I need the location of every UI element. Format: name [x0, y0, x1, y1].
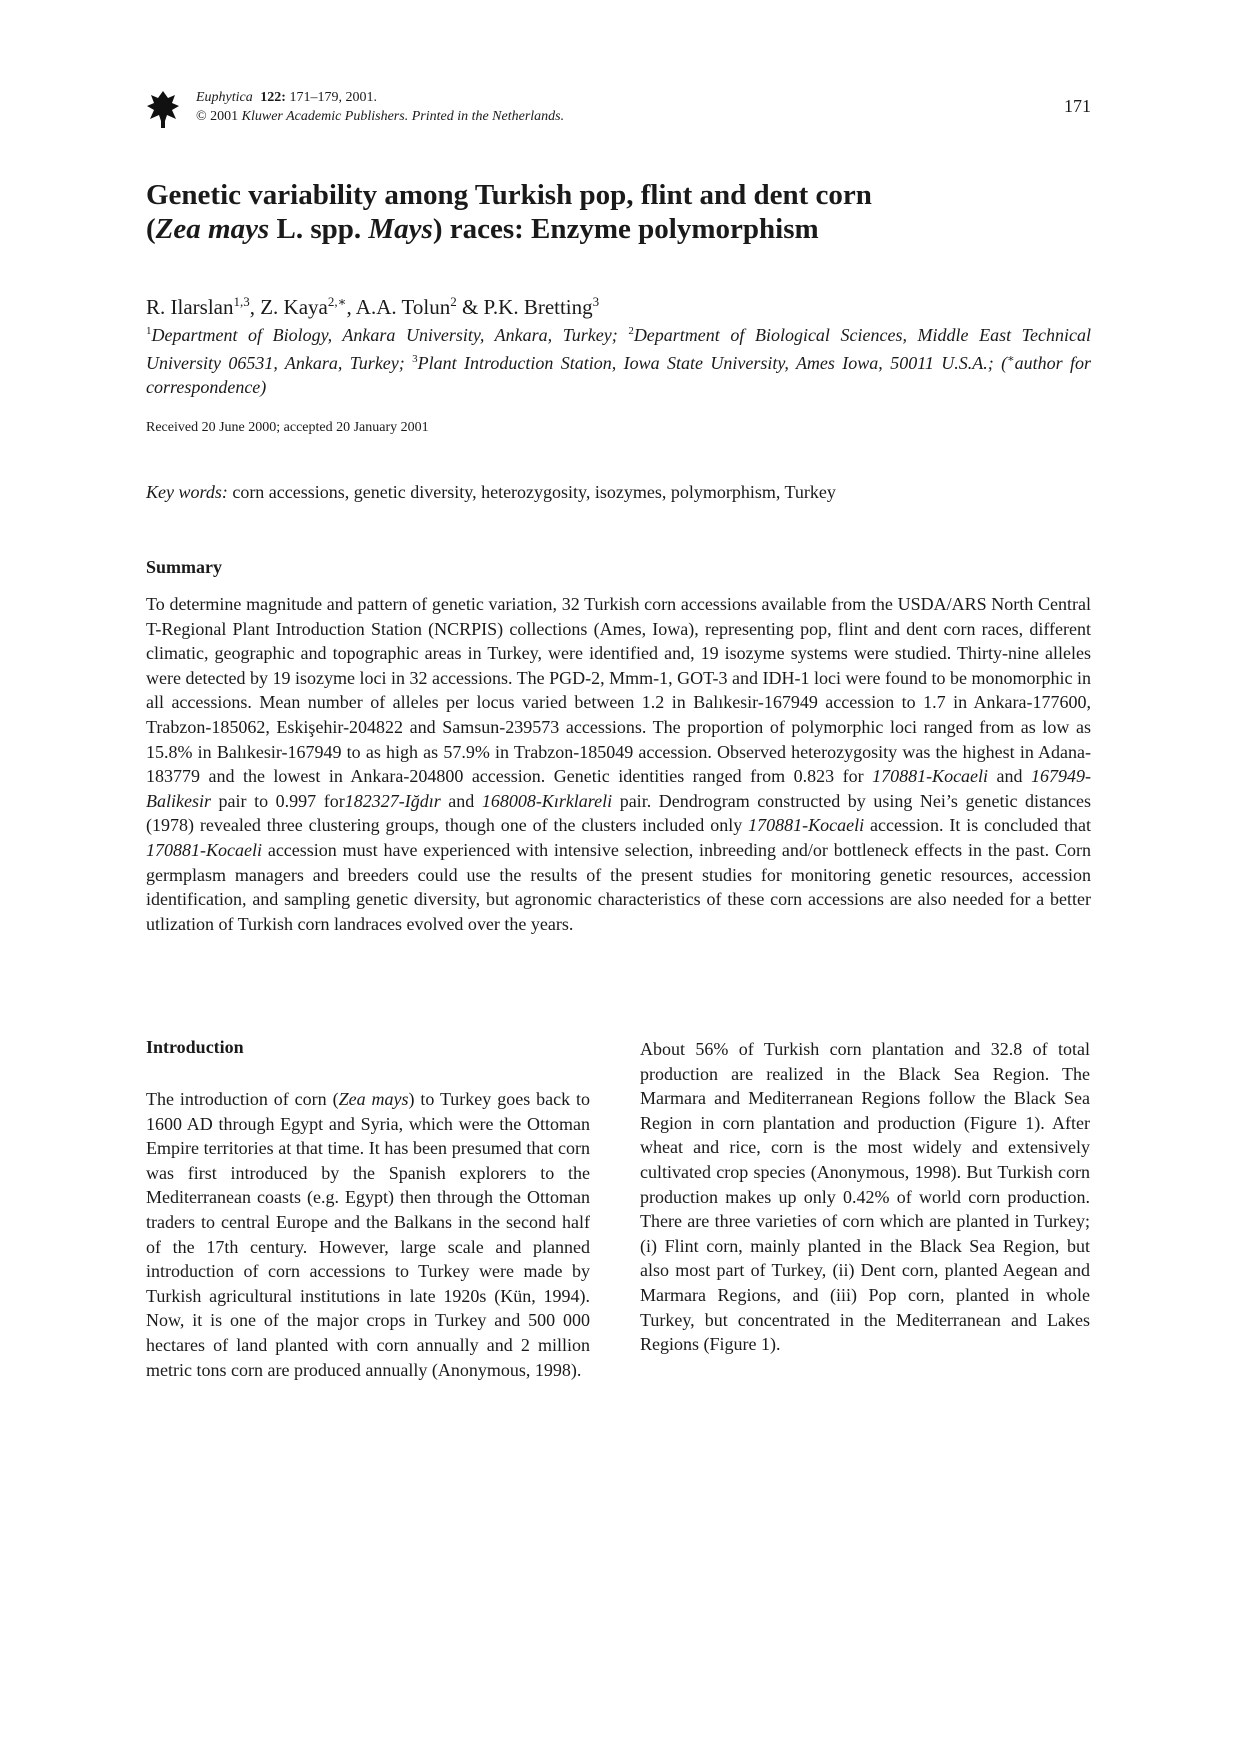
introduction-heading: Introduction [146, 1037, 244, 1057]
title-line-1: Genetic variability among Turkish pop, flint and dent corn [146, 179, 872, 211]
kluwer-tree-logo-icon [146, 89, 180, 129]
journal-volume: 122: [260, 90, 286, 105]
journal-name: Euphytica [196, 90, 253, 105]
received-dates: Received 20 June 2000; accepted 20 January 2001 [146, 420, 429, 435]
author-sup: 2,∗ [327, 294, 347, 309]
journal-pages-year: 171–179, 2001. [289, 90, 377, 105]
copyright-notice [196, 108, 564, 126]
journal-citation [196, 89, 377, 107]
author-sup: 1,3 [233, 294, 250, 309]
copyright-year: © 2001 [196, 109, 239, 124]
author-sup: 2 [450, 294, 457, 309]
title-line-2: (Zea mays L. spp. Mays) races: Enzyme polymorphism [146, 213, 819, 245]
keywords-label: Key words: [146, 482, 228, 502]
author-name: & P.K. Bretting [456, 295, 593, 319]
summary-paragraph: To determine magnitude and pattern of genetic variation, 32 Turkish corn accessions available from the USDA/ARS North Central T-Regional Plant Introduction Station (NCRPIS) collections (Ames, Iowa), representing pop, flint and dent corn races, different climatic, geographic and topographic areas in Turkey, were identified and, 19 isozyme systems were studied. Thirty-nine alleles were detected by 19 isozyme loci in 32 accessions. The PGD-2, Mmm-1, GOT-3 and IDH-1 loci were found to be monomorphic in all accessions. Mean number of alleles per locus varied between 1.2 in Balıkesir-167949 accession to 1.7 in Ankara-177600, Trabzon-185062, Eskişehir-204822 and Samsun-239573 accessions. The proportion of polymorphic loci ranged from as low as 15.8% in Balıkesir-167949 to as high as 57.9% in Trabzon-185049 accession. Observed heterozygosity was the highest in Adana-183779 and the lowest in Ankara-204800 accession. Genetic identities ranged from 0.823 for 170881-Kocaeli and 167949-Balikesir pair to 0.997 for182327-Iğdır and 168008-Kırklareli pair. Dendrogram constructed by using Nei’s genetic distances (1978) revealed three clustering groups, though one of the clusters included only 170881-Kocaeli accession. It is concluded that 170881-Kocaeli accession must have experienced with intensive selection, inbreeding and/or bottleneck effects in the past. Corn germplasm managers and breeders could use the results of the present studies for monitoring genetic resources, accession identification, and sampling genetic diversity, but agronomic characteristics of these corn accessions are also needed for a better utlization of Turkish corn landraces evolved over the years. [146, 594, 1091, 934]
page-number: 171 [1064, 96, 1091, 116]
introduction-paragraph-left: The introduction of corn (Zea mays) to Turkey goes back to 1600 AD through Egypt and Syria, which were the Ottoman Empire territories at that time. It has been presumed that corn was first introduced by the Spanish explorers to the Mediterranean coasts (e.g. Egypt) then through the Ottoman traders to central Europe and the Balkans in the second half of the 17th century. However, large scale and planned introduction of corn accessions to Turkey were made by Turkish agricultural institutions in late 1920s (Kün, 1994). Now, it is one of the major crops in Turkey and 500 000 hectares of land planted with corn annually and 2 million metric tons corn are produced annually (Anonymous, 1998). [146, 1089, 590, 1380]
keywords-text: corn accessions, genetic diversity, heterozygosity, isozymes, polymorphism, Turkey [227, 482, 836, 502]
author-name: R. Ilarslan [146, 295, 234, 319]
keywords [146, 482, 836, 503]
summary-heading: Summary [146, 557, 222, 577]
author-sup: 3 [592, 294, 600, 309]
affiliations: $^1$Department of Biology, Ankara University, Ankara, Turkey; $^2$Department of Biological Sciences, Middle East Technical University 06531, Ankara, Turkey; $^3$Plant Introduction Station, Iowa State University, Ames Iowa, 50011 U.S.A.; (∗author for correspondence) [146, 325, 1092, 397]
paper-title [146, 178, 1126, 246]
publisher-info: Kluwer Academic Publishers. Printed in the Netherlands. [241, 109, 565, 124]
introduction-paragraph-right: About 56% of Turkish corn plantation and 32.8 of total production are realized in the Black Sea Region. The Marmara and Mediterranean Regions follow the Black Sea Region in corn plantation and production (Figure 1). After wheat and rice, corn is the most widely and extensively cultivated crop species (Anonymous, 1998). But Turkish corn production makes up only 0.42% of world corn production. There are three varieties of corn which are planted in Turkey; (i) Flint corn, mainly planted in the Black Sea Region, but also most part of Turkey, (ii) Dent corn, planted Aegean and Marmara Regions, and (iii) Pop corn, planted in whole Turkey, but concentrated in the Mediterranean and Lakes Regions (Figure 1). [640, 1039, 1090, 1355]
title-genus: Zea mays [155, 213, 270, 245]
author-list [146, 289, 599, 320]
author-name: , A.A. Tolun [346, 295, 451, 319]
author-name: , Z. Kaya [249, 295, 328, 319]
title-species: Mays [368, 213, 433, 245]
